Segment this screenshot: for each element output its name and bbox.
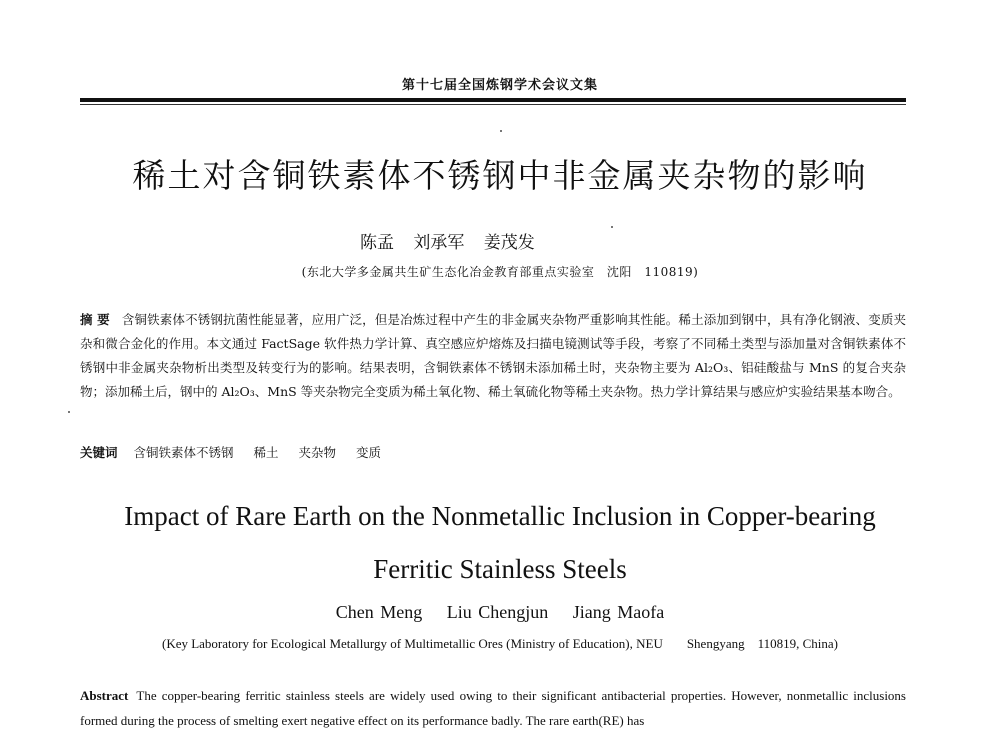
running-header: 第十七届全国炼钢学术会议文集 (401, 78, 598, 93)
chinese-authors: 陈孟 刘承军 姜茂发 (360, 233, 535, 253)
header-rule-thin (80, 104, 906, 105)
keyword: 变质 (356, 445, 382, 460)
author-name: Chen Meng (335, 602, 423, 622)
scan-speck (500, 130, 502, 132)
english-authors (0, 602, 1000, 623)
chinese-abstract-label: 摘 要 (80, 312, 110, 327)
english-abstract-text: The copper-bearing ferritic stainless steels are widely used owing to their significant antibacterial properties. However, nonmetallic inclusions formed during the process of smelting exert negative effect on its performance badly. The rare earth(RE) has (80, 688, 906, 728)
chinese-abstract (80, 308, 906, 404)
keyword: 稀土 (253, 445, 279, 460)
english-title-line: Ferritic Stainless Steels (373, 554, 627, 584)
chinese-keywords-label: 关键词 (80, 445, 118, 460)
chinese-affiliation: (东北大学多金属共生矿生态化冶金教育部重点实验室 沈阳 110819) (301, 265, 699, 279)
author-name: Liu Chengjun (446, 602, 549, 622)
english-affiliation (0, 633, 1000, 652)
header-rule-thick (80, 98, 906, 102)
author-name: Jiang Maofa (572, 602, 665, 622)
english-affiliation-city: Shengyang 110819, China) (686, 636, 838, 651)
english-abstract (80, 683, 906, 733)
chinese-keywords (80, 443, 906, 461)
scan-speck (68, 411, 70, 413)
english-title-line: Impact of Rare Earth on the Nonmetallic Inclusion in Copper-bearing (124, 501, 876, 531)
english-abstract-label: Abstract (80, 688, 129, 703)
keyword: 夹杂物 (298, 445, 337, 460)
english-title (60, 490, 940, 596)
english-affiliation-org: (Key Laboratory for Ecological Metallurgy of Multimetallic Ores (Ministry of Education), NEU (161, 636, 663, 651)
chinese-abstract-text: 含铜铁素体不锈钢抗菌性能显著，应用广泛，但是冶炼过程中产生的非金属夹杂物严重影响其性能。稀土添加到钢中，具有净化钢液、变质夹杂和微合金化的作用。本文通过 FactSage 软件热力学计算、真空感应炉熔炼及扫描电镜测试等手段，考察了不同稀土类型与添加量对含铜铁素体不锈钢中非金属夹杂物析出类型及转变行为的影响。结果表明，含铜铁素体不锈钢未添加稀土时，夹杂物主要为 Al₂O₃、铝硅酸盐与 MnS 的复合夹杂物；添加稀土后，钢中的 Al₂O₃、MnS 等夹杂物完全变质为稀土氧化物、稀土氧硫化物等稀土夹杂物。热力学计算结果与感应炉实验结果基本吻合。 (80, 312, 906, 399)
chinese-title: 稀土对含铜铁素体不锈钢中非金属夹杂物的影响 (132, 156, 868, 195)
keyword: 含铜铁素体不锈钢 (133, 445, 234, 460)
